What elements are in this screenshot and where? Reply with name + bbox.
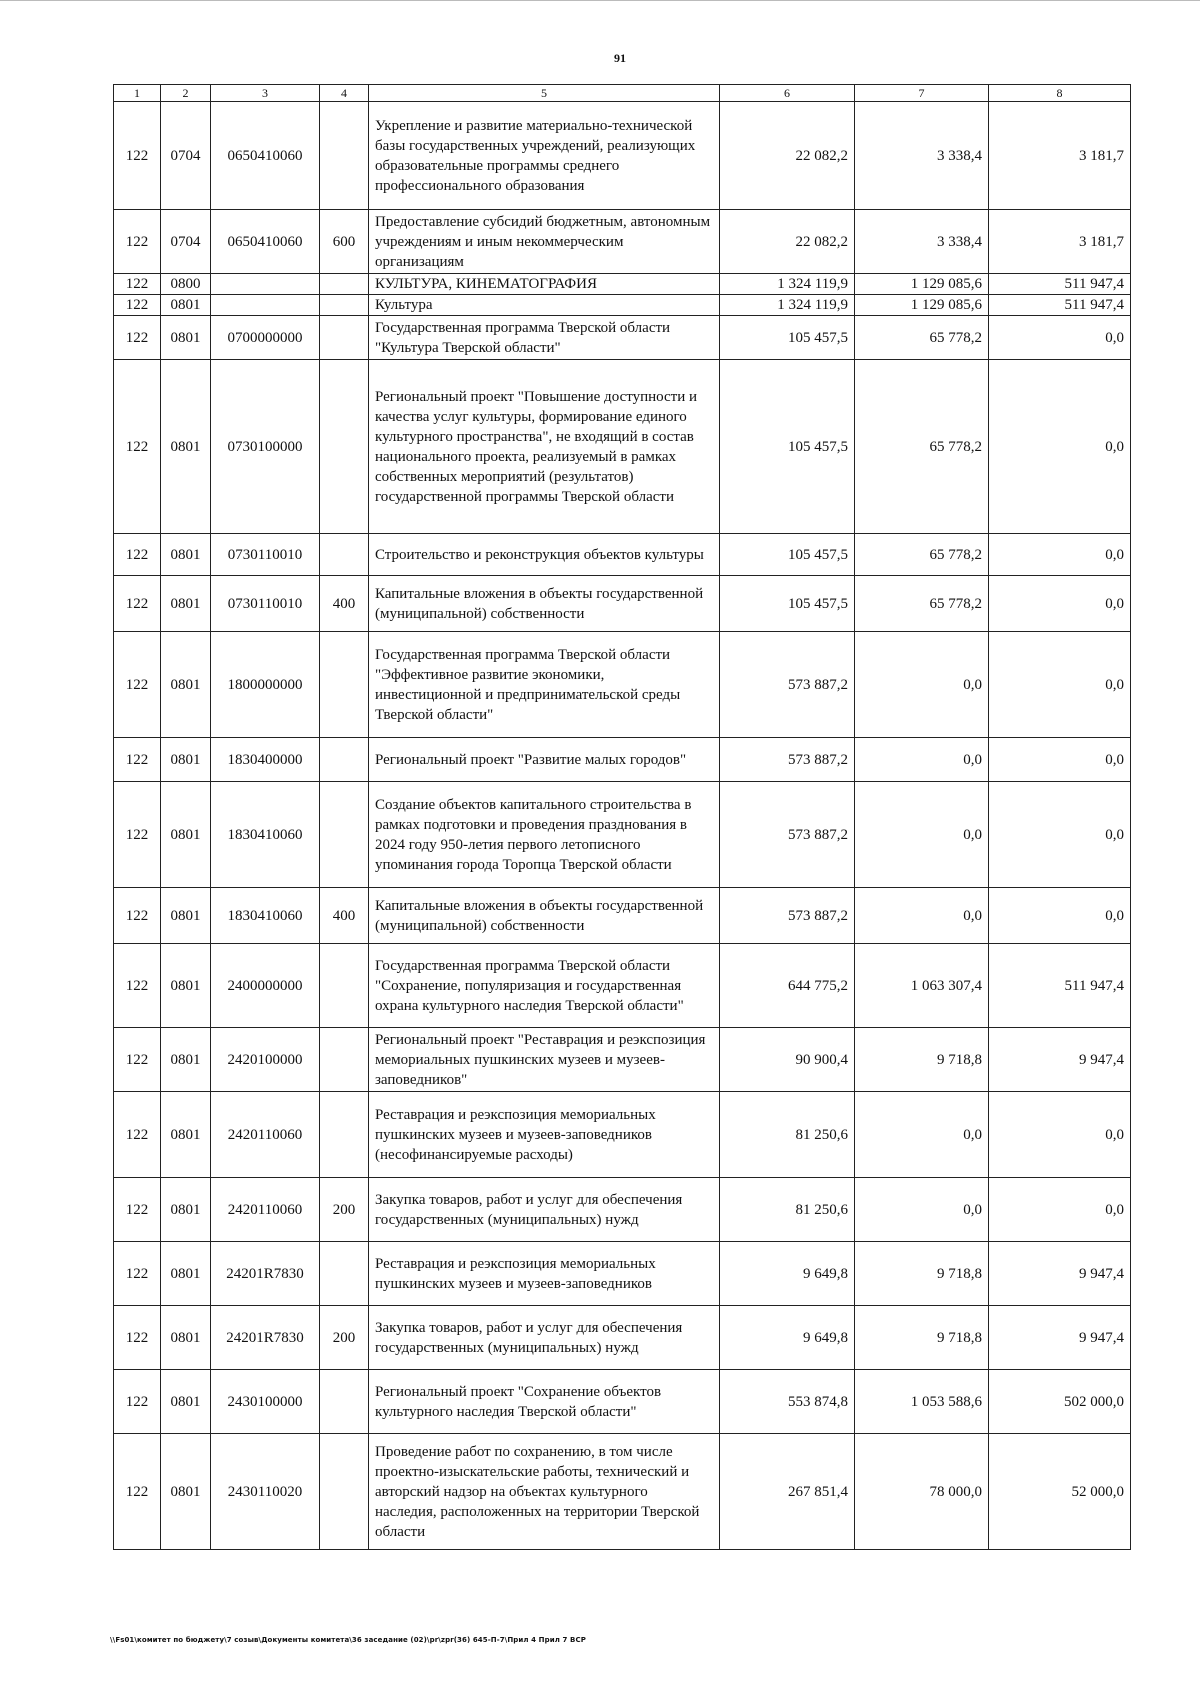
cell-expense-type: [320, 1028, 369, 1092]
cell-section-code: 0801: [161, 944, 211, 1028]
table-row: [114, 1028, 1131, 1092]
cell-description: Предоставление субсидий бюджетным, автономным учреждениям и иным некоммерческим организациям: [369, 210, 720, 274]
cell-target-article: 24201R7830: [211, 1306, 320, 1370]
header-col-5: 5: [369, 85, 720, 102]
cell-department-code: 122: [114, 1092, 161, 1178]
cell-target-article: 0730110010: [211, 534, 320, 576]
cell-amount-col6: 573 887,2: [720, 738, 855, 782]
cell-department-code: 122: [114, 102, 161, 210]
cell-amount-col7: 0,0: [855, 1092, 989, 1178]
cell-target-article: 0730100000: [211, 360, 320, 534]
cell-department-code: 122: [114, 576, 161, 632]
cell-amount-col6: 9 649,8: [720, 1242, 855, 1306]
cell-description: Региональный проект "Реставрация и реэкспозиция мемориальных пушкинских музеев и музеев-заповедников": [369, 1028, 720, 1092]
cell-description: Проведение работ по сохранению, в том числе проектно-изыскательские работы, технический и авторский надзор на объектах культурного наследия, расположенных на территории Тверской области: [369, 1434, 720, 1550]
table-body: [114, 102, 1131, 1550]
cell-target-article: 2430110020: [211, 1434, 320, 1550]
cell-expense-type: [320, 360, 369, 534]
cell-department-code: 122: [114, 782, 161, 888]
cell-section-code: 0800: [161, 274, 211, 295]
cell-target-article: 1830410060: [211, 782, 320, 888]
cell-expense-type: [320, 782, 369, 888]
cell-target-article: 24201R7830: [211, 1242, 320, 1306]
cell-description: Закупка товаров, работ и услуг для обеспечения государственных (муниципальных) нужд: [369, 1178, 720, 1242]
cell-department-code: 122: [114, 1306, 161, 1370]
header-col-2: 2: [161, 85, 211, 102]
cell-expense-type: [320, 534, 369, 576]
cell-target-article: 0650410060: [211, 210, 320, 274]
cell-amount-col8: 3 181,7: [989, 210, 1131, 274]
budget-table: [113, 84, 1131, 1550]
cell-target-article: 2420100000: [211, 1028, 320, 1092]
cell-amount-col8: 9 947,4: [989, 1306, 1131, 1370]
table-row: [114, 576, 1131, 632]
cell-amount-col6: 1 324 119,9: [720, 274, 855, 295]
cell-amount-col7: 65 778,2: [855, 534, 989, 576]
header-row: [114, 85, 1131, 102]
cell-expense-type: [320, 738, 369, 782]
cell-amount-col7: 65 778,2: [855, 360, 989, 534]
cell-amount-col6: 573 887,2: [720, 632, 855, 738]
cell-department-code: 122: [114, 738, 161, 782]
cell-amount-col6: 573 887,2: [720, 782, 855, 888]
cell-description: Капитальные вложения в объекты государственной (муниципальной) собственности: [369, 888, 720, 944]
cell-target-article: 2400000000: [211, 944, 320, 1028]
cell-section-code: 0801: [161, 1434, 211, 1550]
table-row: [114, 1092, 1131, 1178]
cell-expense-type: 200: [320, 1178, 369, 1242]
cell-amount-col7: 65 778,2: [855, 576, 989, 632]
table-row: [114, 295, 1131, 316]
cell-amount-col7: 1 129 085,6: [855, 274, 989, 295]
cell-amount-col8: 511 947,4: [989, 944, 1131, 1028]
cell-amount-col8: 0,0: [989, 360, 1131, 534]
cell-amount-col6: 1 324 119,9: [720, 295, 855, 316]
cell-amount-col8: 0,0: [989, 576, 1131, 632]
cell-department-code: 122: [114, 210, 161, 274]
cell-department-code: 122: [114, 632, 161, 738]
footer-file-path: \\Fs01\комитет по бюджету\7 созыв\Документы комитета\36 заседание (02)\pr\zpr(36) 645-П-7\Прил 4 Прил 7 ВСР: [110, 1636, 586, 1644]
cell-amount-col8: 0,0: [989, 632, 1131, 738]
table-row: [114, 1434, 1131, 1550]
table-row: [114, 210, 1131, 274]
cell-target-article: 0730110010: [211, 576, 320, 632]
cell-amount-col8: 0,0: [989, 888, 1131, 944]
cell-amount-col8: 3 181,7: [989, 102, 1131, 210]
cell-amount-col6: 90 900,4: [720, 1028, 855, 1092]
cell-department-code: 122: [114, 944, 161, 1028]
header-col-1: 1: [114, 85, 161, 102]
cell-section-code: 0801: [161, 888, 211, 944]
cell-target-article: [211, 274, 320, 295]
table-row: [114, 944, 1131, 1028]
cell-target-article: 1800000000: [211, 632, 320, 738]
cell-expense-type: [320, 1434, 369, 1550]
cell-section-code: 0801: [161, 1370, 211, 1434]
cell-target-article: 1830410060: [211, 888, 320, 944]
cell-description: Культура: [369, 295, 720, 316]
cell-section-code: 0801: [161, 782, 211, 888]
table-row: [114, 1370, 1131, 1434]
table-row: [114, 782, 1131, 888]
cell-amount-col7: 0,0: [855, 632, 989, 738]
cell-expense-type: [320, 944, 369, 1028]
cell-description: Реставрация и реэкспозиция мемориальных пушкинских музеев и музеев-заповедников (несофинансируемые расходы): [369, 1092, 720, 1178]
cell-expense-type: [320, 1370, 369, 1434]
cell-department-code: 122: [114, 1370, 161, 1434]
cell-amount-col8: 0,0: [989, 1092, 1131, 1178]
cell-expense-type: 400: [320, 888, 369, 944]
cell-target-article: 0700000000: [211, 316, 320, 360]
cell-expense-type: 400: [320, 576, 369, 632]
cell-expense-type: [320, 632, 369, 738]
cell-department-code: 122: [114, 1178, 161, 1242]
header-col-6: 6: [720, 85, 855, 102]
cell-amount-col6: 9 649,8: [720, 1306, 855, 1370]
cell-target-article: 1830400000: [211, 738, 320, 782]
cell-section-code: 0704: [161, 210, 211, 274]
table-row: [114, 316, 1131, 360]
cell-target-article: [211, 295, 320, 316]
cell-amount-col8: 511 947,4: [989, 274, 1131, 295]
cell-description: Капитальные вложения в объекты государственной (муниципальной) собственности: [369, 576, 720, 632]
cell-section-code: 0801: [161, 295, 211, 316]
cell-amount-col7: 9 718,8: [855, 1242, 989, 1306]
cell-section-code: 0801: [161, 1306, 211, 1370]
cell-department-code: 122: [114, 274, 161, 295]
cell-description: Государственная программа Тверской области "Сохранение, популяризация и государственная охрана культурного наследия Тверской области": [369, 944, 720, 1028]
cell-target-article: 2430100000: [211, 1370, 320, 1434]
cell-amount-col7: 3 338,4: [855, 102, 989, 210]
table-row: [114, 534, 1131, 576]
table-row: [114, 1306, 1131, 1370]
cell-section-code: 0801: [161, 316, 211, 360]
cell-amount-col8: 0,0: [989, 782, 1131, 888]
table-row: [114, 1242, 1131, 1306]
cell-amount-col6: 267 851,4: [720, 1434, 855, 1550]
cell-section-code: 0704: [161, 102, 211, 210]
cell-section-code: 0801: [161, 360, 211, 534]
cell-target-article: 2420110060: [211, 1178, 320, 1242]
cell-section-code: 0801: [161, 1092, 211, 1178]
cell-amount-col8: 0,0: [989, 534, 1131, 576]
cell-department-code: 122: [114, 295, 161, 316]
header-col-4: 4: [320, 85, 369, 102]
cell-amount-col6: 105 457,5: [720, 360, 855, 534]
cell-amount-col8: 0,0: [989, 316, 1131, 360]
cell-department-code: 122: [114, 888, 161, 944]
cell-description: Укрепление и развитие материально-технической базы государственных учреждений, реализующих образовательные программы среднего профессионального образования: [369, 102, 720, 210]
cell-amount-col6: 105 457,5: [720, 576, 855, 632]
cell-section-code: 0801: [161, 1178, 211, 1242]
cell-target-article: 0650410060: [211, 102, 320, 210]
cell-amount-col7: 0,0: [855, 888, 989, 944]
page-number: 91: [614, 51, 626, 65]
cell-expense-type: 600: [320, 210, 369, 274]
cell-section-code: 0801: [161, 576, 211, 632]
cell-target-article: 2420110060: [211, 1092, 320, 1178]
cell-amount-col8: 0,0: [989, 738, 1131, 782]
cell-amount-col7: 1 053 588,6: [855, 1370, 989, 1434]
table-row: [114, 738, 1131, 782]
cell-amount-col7: 1 063 307,4: [855, 944, 989, 1028]
table-row: [114, 1178, 1131, 1242]
cell-department-code: 122: [114, 1028, 161, 1092]
cell-amount-col7: 0,0: [855, 738, 989, 782]
cell-amount-col7: 0,0: [855, 782, 989, 888]
cell-description: Государственная программа Тверской области "Культура Тверской области": [369, 316, 720, 360]
cell-department-code: 122: [114, 316, 161, 360]
cell-amount-col8: 9 947,4: [989, 1028, 1131, 1092]
cell-amount-col7: 0,0: [855, 1178, 989, 1242]
cell-department-code: 122: [114, 1242, 161, 1306]
cell-amount-col6: 22 082,2: [720, 102, 855, 210]
cell-amount-col6: 81 250,6: [720, 1178, 855, 1242]
cell-expense-type: [320, 316, 369, 360]
cell-amount-col7: 3 338,4: [855, 210, 989, 274]
cell-amount-col7: 65 778,2: [855, 316, 989, 360]
cell-amount-col8: 9 947,4: [989, 1242, 1131, 1306]
scan-edge-line: [0, 0, 1200, 1]
cell-description: Региональный проект "Повышение доступности и качества услуг культуры, формирование единого культурного пространства", не входящий в состав национального проекта, реализуемый в рамках собственных мероприятий (результатов) государственной программы Тверской области: [369, 360, 720, 534]
cell-section-code: 0801: [161, 534, 211, 576]
cell-amount-col7: 78 000,0: [855, 1434, 989, 1550]
table-row: [114, 274, 1131, 295]
cell-department-code: 122: [114, 360, 161, 534]
cell-amount-col8: 52 000,0: [989, 1434, 1131, 1550]
cell-amount-col6: 81 250,6: [720, 1092, 855, 1178]
cell-amount-col8: 502 000,0: [989, 1370, 1131, 1434]
cell-amount-col6: 553 874,8: [720, 1370, 855, 1434]
header-col-8: 8: [989, 85, 1131, 102]
table-row: [114, 888, 1131, 944]
table-row: [114, 360, 1131, 534]
cell-description: КУЛЬТУРА, КИНЕМАТОГРАФИЯ: [369, 274, 720, 295]
cell-expense-type: [320, 295, 369, 316]
cell-section-code: 0801: [161, 1028, 211, 1092]
cell-description: Региональный проект "Сохранение объектов культурного наследия Тверской области": [369, 1370, 720, 1434]
cell-amount-col6: 22 082,2: [720, 210, 855, 274]
cell-expense-type: [320, 1242, 369, 1306]
cell-amount-col6: 644 775,2: [720, 944, 855, 1028]
table-row: [114, 632, 1131, 738]
cell-amount-col6: 105 457,5: [720, 316, 855, 360]
cell-amount-col6: 105 457,5: [720, 534, 855, 576]
cell-amount-col6: 573 887,2: [720, 888, 855, 944]
cell-section-code: 0801: [161, 738, 211, 782]
cell-description: Государственная программа Тверской области "Эффективное развитие экономики, инвестиционной и предпринимательской среды Тверской области": [369, 632, 720, 738]
cell-amount-col7: 1 129 085,6: [855, 295, 989, 316]
cell-expense-type: [320, 274, 369, 295]
table-row: [114, 102, 1131, 210]
cell-amount-col8: 0,0: [989, 1178, 1131, 1242]
cell-department-code: 122: [114, 534, 161, 576]
cell-amount-col7: 9 718,8: [855, 1306, 989, 1370]
table-header: [114, 85, 1131, 102]
cell-expense-type: [320, 102, 369, 210]
cell-amount-col7: 9 718,8: [855, 1028, 989, 1092]
cell-description: Строительство и реконструкция объектов культуры: [369, 534, 720, 576]
cell-description: Региональный проект "Развитие малых городов": [369, 738, 720, 782]
cell-section-code: 0801: [161, 632, 211, 738]
header-col-7: 7: [855, 85, 989, 102]
cell-description: Закупка товаров, работ и услуг для обеспечения государственных (муниципальных) нужд: [369, 1306, 720, 1370]
cell-description: Реставрация и реэкспозиция мемориальных пушкинских музеев и музеев-заповедников: [369, 1242, 720, 1306]
cell-department-code: 122: [114, 1434, 161, 1550]
cell-section-code: 0801: [161, 1242, 211, 1306]
cell-expense-type: 200: [320, 1306, 369, 1370]
cell-amount-col8: 511 947,4: [989, 295, 1131, 316]
header-col-3: 3: [211, 85, 320, 102]
cell-expense-type: [320, 1092, 369, 1178]
cell-description: Создание объектов капитального строительства в рамках подготовки и проведения празднования в 2024 году 950-летия первого летописного упоминания города Торопца Тверской области: [369, 782, 720, 888]
